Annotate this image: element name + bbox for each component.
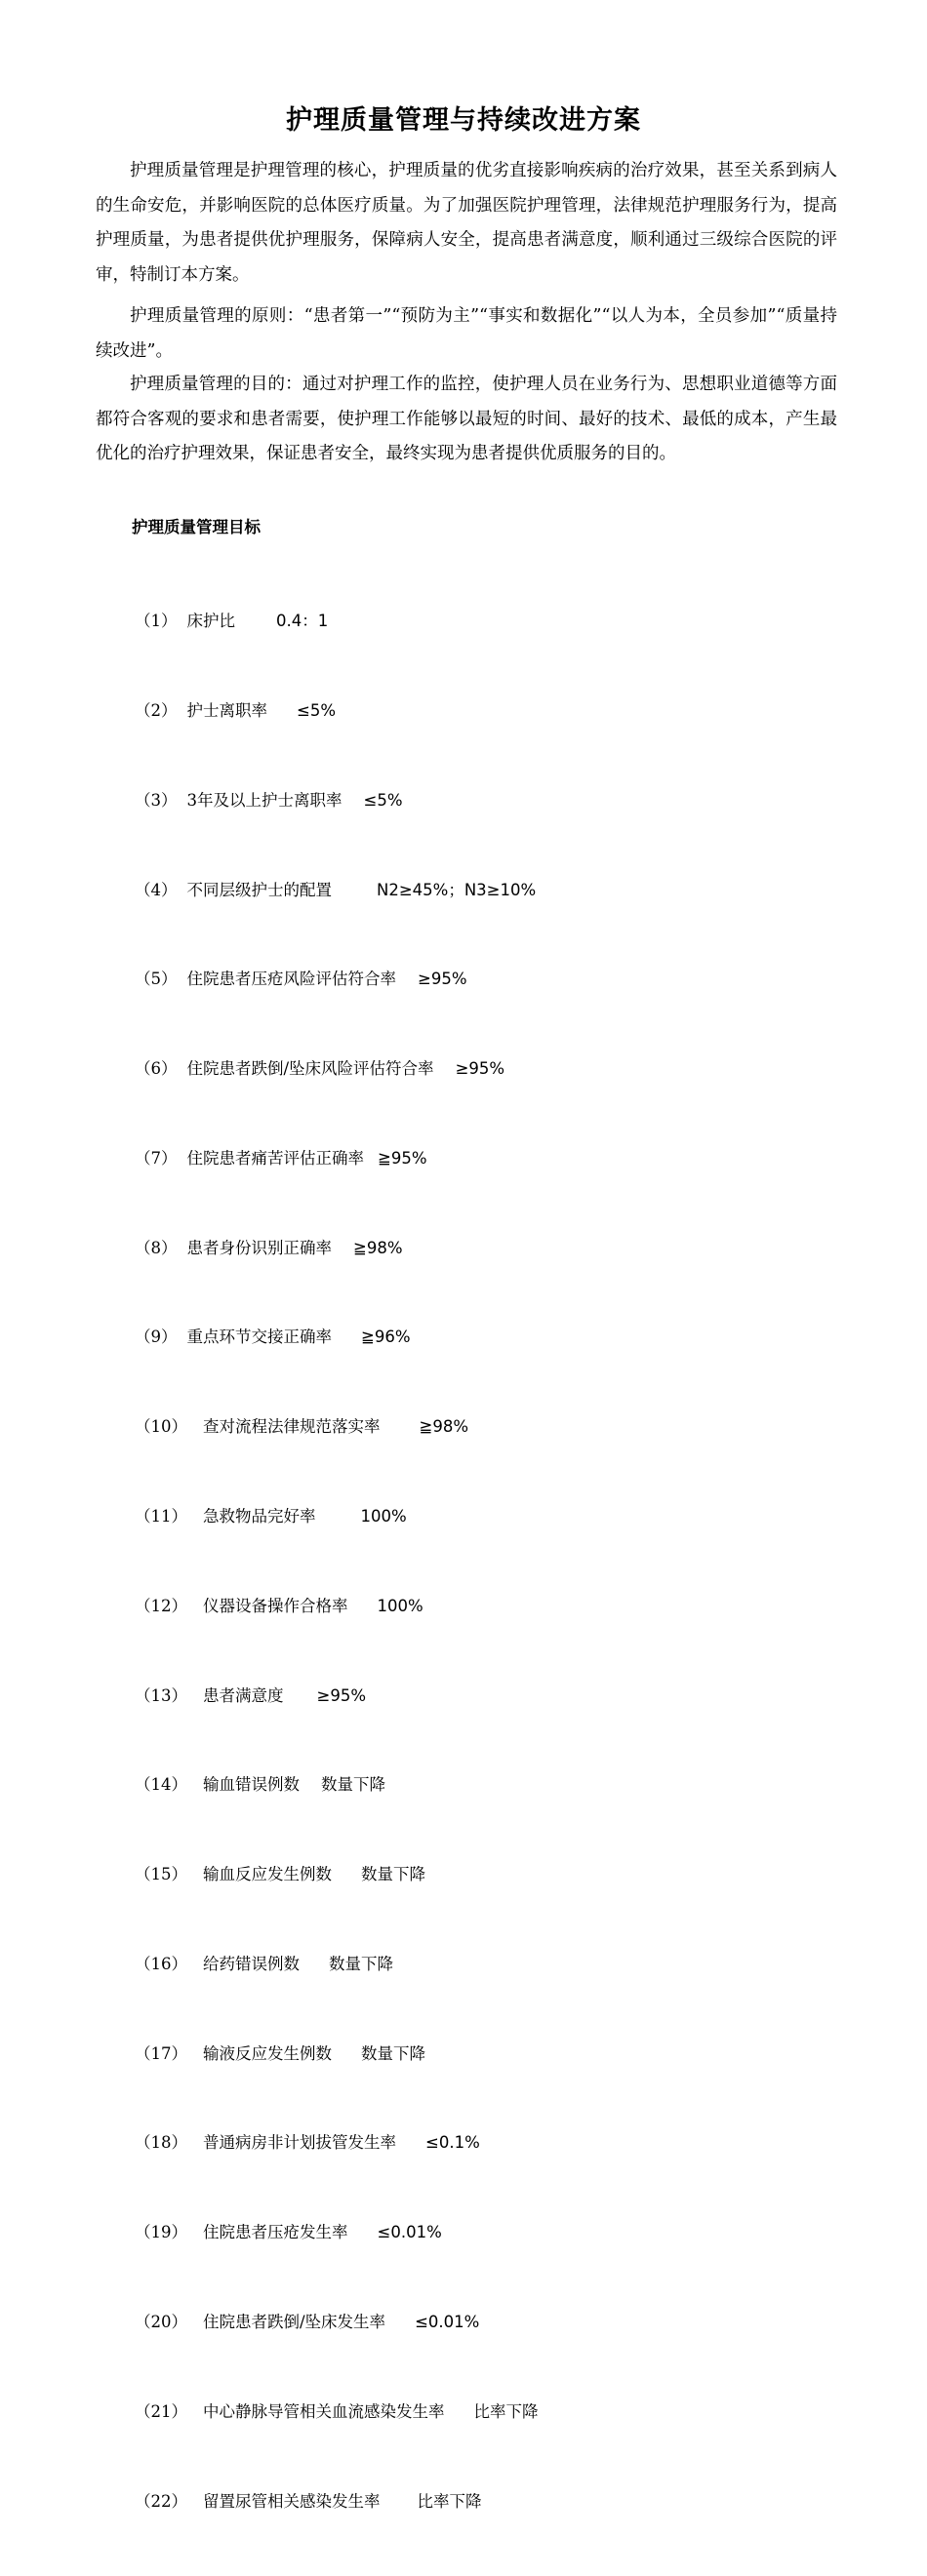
target-value: 数量下降 xyxy=(361,2043,425,2063)
target-value: ≤0.01% xyxy=(377,2223,442,2242)
intro-paragraph-block xyxy=(96,154,837,293)
principles-paragraph-block xyxy=(96,299,837,369)
target-item xyxy=(135,607,539,637)
document-title: 护理质量管理与持续改进方案 xyxy=(286,105,641,136)
target-item xyxy=(135,786,539,816)
target-item xyxy=(135,1412,539,1443)
target-name: 床护比 xyxy=(186,612,235,631)
target-name: 住院患者痛苦评估正确率 xyxy=(186,1148,364,1168)
intro-paragraph: 护理质量管理是护理管理的核心，护理质量的优劣直接影响疾病的治疗效果，甚至关系到病人的生命安危，并影响医院的总体医疗质量。为了加强医院护理管理，法律规范护理服务行为，提高护理质量，为患者提供优护理服务，保障病人安全，提高患者满意度，顺利通过三级综合医院的评审，特制订本方案。 xyxy=(96,161,837,285)
target-number: （20） xyxy=(135,2313,187,2332)
target-number: （11） xyxy=(135,1507,187,1526)
target-number: （7） xyxy=(135,1148,178,1168)
target-name: 中心静脉导管相关血流感染发生率 xyxy=(203,2401,445,2421)
target-item xyxy=(135,2040,539,2070)
target-value: N2≥45%；N3≥10% xyxy=(377,880,537,899)
target-item xyxy=(135,2218,539,2248)
targets-heading: 护理质量管理目标 xyxy=(132,518,261,536)
target-number: （13） xyxy=(135,1685,187,1705)
target-item xyxy=(135,1502,539,1532)
target-item xyxy=(135,1770,539,1801)
target-number: （9） xyxy=(135,1328,178,1347)
target-name: 输血反应发生例数 xyxy=(203,1865,332,1884)
target-item xyxy=(135,696,539,727)
target-number: （4） xyxy=(135,880,178,899)
target-number: （22） xyxy=(135,2491,187,2511)
target-number: （18） xyxy=(135,2133,187,2153)
target-name: 住院患者压疮风险评估符合率 xyxy=(186,970,396,989)
target-item xyxy=(135,1592,539,1622)
target-value: ≧98% xyxy=(419,1417,468,1437)
target-value: ≤0.01% xyxy=(415,2313,480,2332)
target-item xyxy=(135,1682,539,1712)
purpose-paragraph-block xyxy=(96,368,837,472)
target-name: 重点环节交接正确率 xyxy=(186,1328,332,1347)
target-number: （21） xyxy=(135,2401,187,2421)
principles-paragraph: 护理质量管理的原则：“患者第一”“预防为主”“事实和数据化”“以人为本，全员参加”“质量持续改进”。 xyxy=(96,306,837,361)
target-item xyxy=(135,965,539,995)
target-value: 数量下降 xyxy=(321,1775,385,1795)
target-value: ≤0.1% xyxy=(425,2133,480,2153)
target-number: （12） xyxy=(135,1596,187,1615)
target-item xyxy=(135,2398,539,2428)
target-value: ≧96% xyxy=(361,1328,411,1347)
target-item xyxy=(135,1054,539,1085)
target-name: 住院患者跌倒/坠床发生率 xyxy=(203,2313,386,2332)
target-item xyxy=(135,1860,539,1890)
target-name: 仪器设备操作合格率 xyxy=(203,1596,348,1615)
target-value: ≥95% xyxy=(418,970,467,989)
target-item xyxy=(135,1234,539,1264)
target-name: 患者满意度 xyxy=(203,1685,284,1705)
target-item xyxy=(135,1323,539,1353)
target-number: （6） xyxy=(135,1059,178,1079)
target-number: （2） xyxy=(135,700,178,720)
target-number: （17） xyxy=(135,2043,187,2063)
target-name: 输血错误例数 xyxy=(203,1775,300,1795)
target-item xyxy=(135,876,539,906)
target-name: 不同层级护士的配置 xyxy=(186,880,332,899)
target-item xyxy=(135,2308,539,2338)
target-value: 0.4：1 xyxy=(276,612,329,631)
target-name: 普通病房非计划拔管发生率 xyxy=(203,2133,396,2153)
targets-list xyxy=(135,547,539,2576)
target-name: 急救物品完好率 xyxy=(203,1507,316,1526)
target-number: （5） xyxy=(135,970,178,989)
target-value: 比率下降 xyxy=(417,2491,482,2511)
target-item xyxy=(135,2128,539,2159)
target-number: （3） xyxy=(135,790,178,810)
target-name: 查对流程法律规范落实率 xyxy=(203,1417,381,1437)
purpose-paragraph: 护理质量管理的目的：通过对护理工作的监控，使护理人员在业务行为、思想职业道德等方面都符合客观的要求和患者需要，使护理工作能够以最短的时间、最好的技术、最低的成本，产生最优化的治疗护理效果，保证患者安全，最终实现为患者提供优质服务的目的。 xyxy=(96,375,837,463)
target-name: 输液反应发生例数 xyxy=(203,2043,332,2063)
target-item xyxy=(135,1950,539,1980)
target-number: （1） xyxy=(135,612,178,631)
target-name: 住院患者压疮发生率 xyxy=(203,2223,348,2242)
target-number: （10） xyxy=(135,1417,187,1437)
target-value: 100% xyxy=(377,1596,423,1615)
target-value: ≧95% xyxy=(378,1148,427,1168)
target-value: ≥95% xyxy=(455,1059,505,1079)
target-item xyxy=(135,1144,539,1174)
target-name: 留置尿管相关感染发生率 xyxy=(203,2491,381,2511)
target-number: （19） xyxy=(135,2223,187,2242)
target-value: ≤5% xyxy=(363,790,403,810)
target-name: 给药错误例数 xyxy=(203,1954,300,1973)
target-name: 患者身份识别正确率 xyxy=(186,1238,332,1257)
target-name: 3年及以上护士离职率 xyxy=(186,790,343,810)
target-name: 住院患者跌倒/坠床风险评估符合率 xyxy=(186,1059,434,1079)
target-number: （8） xyxy=(135,1238,178,1257)
target-value: ≧98% xyxy=(353,1238,403,1257)
target-value: ≤5% xyxy=(297,700,337,720)
target-value: 数量下降 xyxy=(361,1865,425,1884)
target-value: ≥95% xyxy=(316,1685,366,1705)
target-value: 100% xyxy=(360,1507,407,1526)
target-number: （15） xyxy=(135,1865,187,1884)
target-number: （16） xyxy=(135,1954,187,1973)
target-name: 护士离职率 xyxy=(186,700,267,720)
target-value: 比率下降 xyxy=(473,2401,539,2421)
target-value: 数量下降 xyxy=(329,1954,393,1973)
target-item xyxy=(135,2487,539,2517)
target-number: （14） xyxy=(135,1775,187,1795)
